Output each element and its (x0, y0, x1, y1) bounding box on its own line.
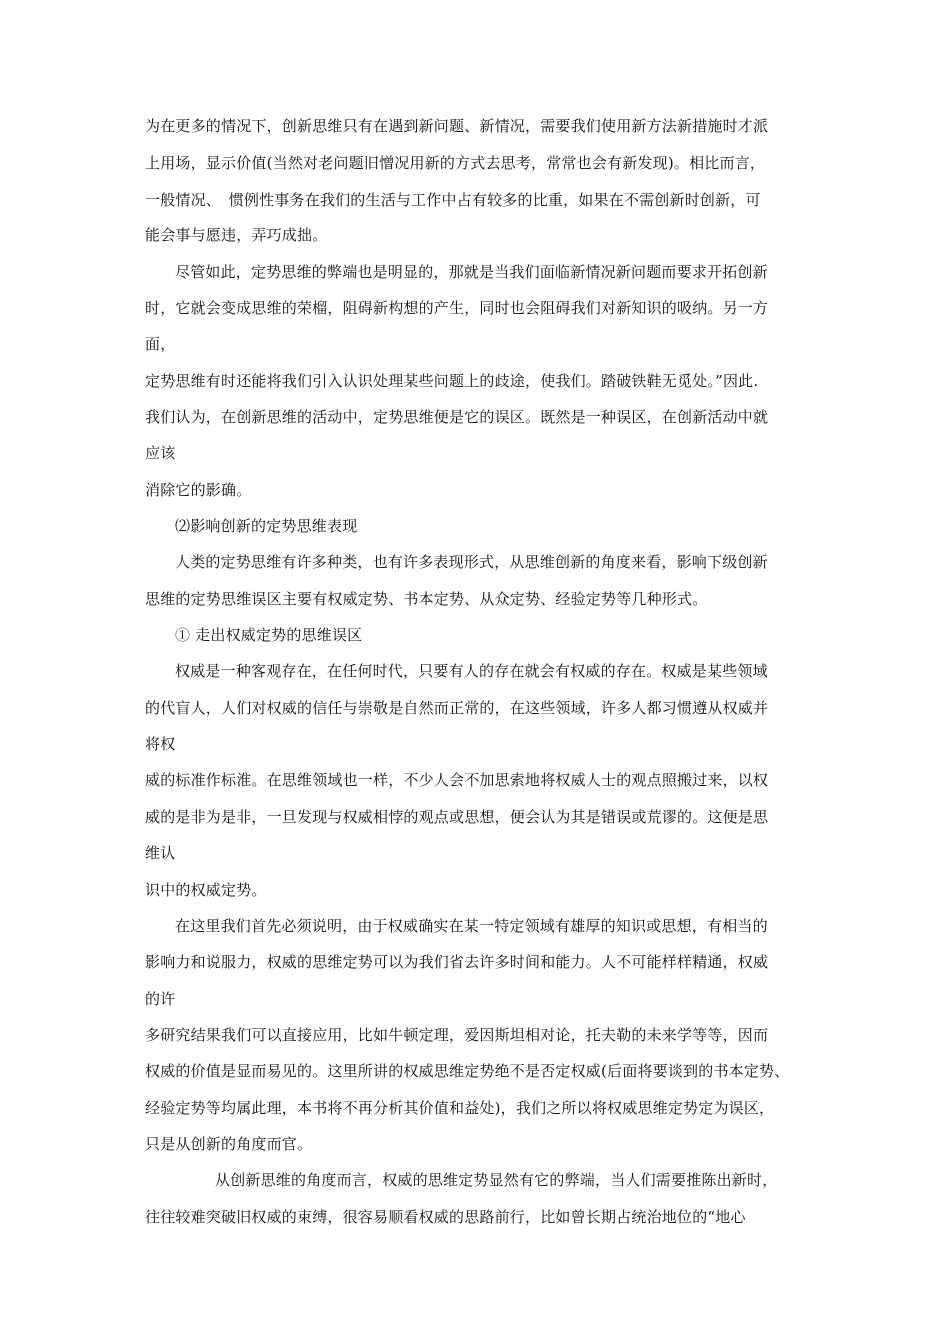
text-line: 经验定势等均属此理，本书将不再分析其价值和益处)，我们之所以将权威思维定势定为误区， (145, 1099, 775, 1117)
paragraph-first-line: 权威是一种客观存在，在任何时代，只要有人的存在就会有权威的存在。权威是某些领域 (175, 662, 768, 680)
text-line: 能会事与愿违，弄巧成拙。 (145, 226, 328, 244)
text-line: 的代盲人，人们对权威的信任与崇敬是自然而正常的，在这些领域，许多人都习惯遵从权威并 (145, 699, 769, 717)
paragraph-first-line: 在这里我们首先必须说明，由于权威确实在某一特定领域有雄厚的知识或思想，有相当的 (175, 917, 768, 935)
paragraph-first-line: 从创新思维的角度而言，权威的思维定势显然有它的弊端，当人们需要推陈出新时， (215, 1171, 778, 1189)
text-line: 多研究结果我们可以直接应用，比如牛顿定理，爱因斯坦相对论，托夫勒的未来学等等，因而 (145, 1026, 769, 1044)
text-line: 权威的价值是显而易见的。这里所讲的权威思维定势绝不是否定权威(后面将要谈到的书本定势、 (145, 1062, 790, 1080)
text-line: 往往较难突破旧权威的束缚，很容易顺看权威的思路前行，比如曾长期占统治地位的“地心 (145, 1208, 746, 1226)
subsection-heading: ① 走出权威定势的思维误区 (175, 626, 363, 644)
text-line: 影响力和说服力，权威的思维定势可以为我们省去许多时间和能力。人不可能样样精通，权威 (145, 953, 769, 971)
section-heading: ⑵影响创新的定势思维表现 (175, 517, 358, 535)
text-line: 时，它就会变成思维的荣榴，阻碍新构想的产生，同时也会阻碍我们对新知识的吸纳。另一方 (145, 299, 769, 317)
text-line: 威的标准作标淮。在思维领域也一样，不少人会不加思索地将权威人士的观点照搬过来，以权 (145, 771, 769, 789)
text-line: 识中的权威定势。 (145, 881, 267, 899)
text-line: 一般情况、 惯例性事务在我们的生活与工作中占有较多的比重，如果在不需创新时创新，可 (145, 191, 761, 209)
text-line: 我们认为，在创新思维的活动中，定势思维便是它的误区。既然是一种误区，在创新活动中就 (145, 408, 769, 426)
text-line: 应该 (145, 444, 176, 462)
text-line: 为在更多的情况下，创新思维只有在遇到新问题、新情况，需要我们使用新方法新措施时才派 (145, 117, 769, 135)
text-line: 威的是非为是非，一旦发现与权威相悖的观点或思想，便会认为其是错误或荒谬的。这便是思 (145, 808, 769, 826)
text-line: 上用场，显示价值(当然对老问题旧憎况用新的方式去思考，常常也会有新发现)。相比而言， (145, 154, 766, 172)
text-line: 思维的定势思维误区主要有权威定势、书本定势、从众定势、经验定势等几种形式。 (145, 590, 708, 608)
text-line: 消除它的影确。 (145, 481, 252, 499)
text-line: 定势思维有时还能将我们引入认识处理某些问题上的歧途，使我们。踏破铁鞋无觅处。”因此. (145, 372, 759, 390)
paragraph-first-line: 尽管如此，定势思维的弊端也是明显的，那就是当我们面临新情况新问题而要求开拓创新 (175, 263, 768, 281)
text-line: 的许 (145, 990, 176, 1008)
paragraph-first-line: 人类的定势思维有许多种类，也有许多表现形式，从思维创新的角度来看，影响下级创新 (175, 553, 768, 571)
text-line: 维认 (145, 844, 176, 862)
text-line: 面， (145, 335, 176, 353)
text-line: 将权 (145, 735, 176, 753)
text-line: 只是从创新的角度而官。 (145, 1135, 313, 1153)
